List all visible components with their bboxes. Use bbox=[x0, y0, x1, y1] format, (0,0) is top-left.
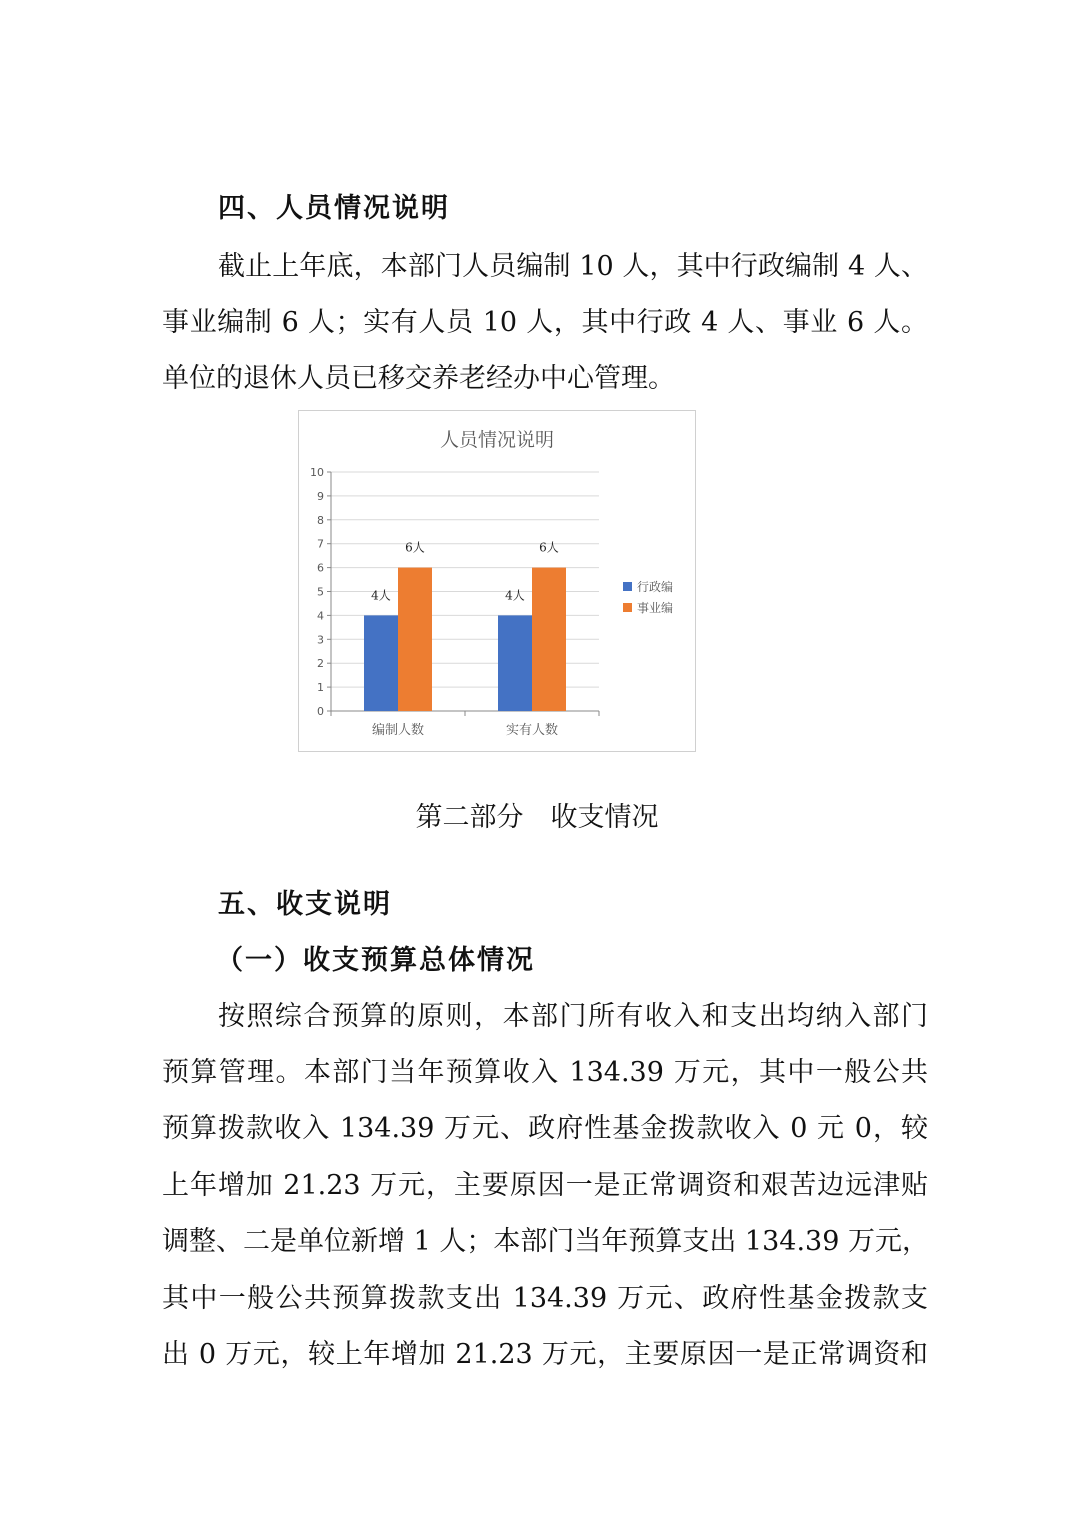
legend-item-admin bbox=[623, 576, 673, 597]
x-category-label: 实有人数 bbox=[505, 723, 559, 738]
section-5-paragraph-line: 调整、二是单位新增 1 人；本部门当年预算支出 134.39 万元， bbox=[162, 1226, 929, 1257]
section-4-paragraph-line: 事业编制 6 人；实有人员 10 人，其中行政 4 人、事业 6 人。 bbox=[162, 307, 928, 338]
y-tick-label: 3 bbox=[317, 633, 324, 647]
y-tick-label: 8 bbox=[317, 513, 324, 527]
section-4-heading: 四、人员情况说明 bbox=[218, 193, 450, 224]
legend-label: 行政编 bbox=[637, 580, 674, 594]
y-tick-label: 1 bbox=[317, 681, 324, 695]
data-label: 4人 bbox=[371, 588, 391, 603]
y-tick-label: 4 bbox=[317, 609, 324, 623]
bar bbox=[532, 568, 566, 711]
data-label: 4人 bbox=[505, 588, 525, 603]
y-tick-label: 10 bbox=[310, 466, 324, 479]
section-4-paragraph-line: 单位的退休人员已移交养老经办中心管理。 bbox=[162, 363, 675, 394]
y-tick-label: 5 bbox=[317, 585, 324, 599]
chart-legend bbox=[623, 576, 673, 618]
section-5-paragraph-line: 预算拨款收入 134.39 万元、政府性基金拨款收入 0 元 0，较 bbox=[162, 1113, 928, 1144]
bar bbox=[498, 615, 532, 711]
y-tick-label: 2 bbox=[317, 657, 324, 671]
section-5-paragraph-line: 按照综合预算的原则，本部门所有收入和支出均纳入部门 bbox=[218, 1001, 928, 1032]
y-tick-label: 0 bbox=[317, 705, 324, 718]
legend-item-institution bbox=[623, 597, 673, 618]
y-tick-label: 9 bbox=[317, 489, 324, 503]
legend-swatch bbox=[623, 582, 632, 591]
chart-title: 人员情况说明 bbox=[439, 429, 554, 451]
section-5-paragraph-line: 上年增加 21.23 万元，主要原因一是正常调资和艰苦边远津贴 bbox=[162, 1170, 928, 1201]
bar bbox=[364, 615, 398, 711]
staffing-bar-chart bbox=[298, 410, 696, 752]
legend-label: 事业编 bbox=[637, 601, 674, 615]
data-label: 6人 bbox=[405, 540, 425, 555]
section-5-subheading: （一）收支预算总体情况 bbox=[216, 945, 535, 976]
section-5-paragraph-line: 其中一般公共预算拨款支出 134.39 万元、政府性基金拨款支 bbox=[162, 1283, 928, 1314]
bar bbox=[398, 568, 432, 711]
data-label: 6人 bbox=[539, 540, 559, 555]
section-5-paragraph-line: 出 0 万元，较上年增加 21.23 万元，主要原因一是正常调资和 bbox=[162, 1339, 928, 1370]
section-4-paragraph-line: 截止上年底，本部门人员编制 10 人，其中行政编制 4 人、 bbox=[218, 251, 928, 282]
y-tick-label: 6 bbox=[317, 561, 324, 575]
part-two-title: 第二部分 收支情况 bbox=[415, 802, 659, 833]
y-tick-label: 7 bbox=[317, 537, 324, 551]
section-5-paragraph-line: 预算管理。本部门当年预算收入 134.39 万元，其中一般公共 bbox=[162, 1057, 928, 1088]
x-category-label: 编制人数 bbox=[371, 723, 425, 738]
section-5-heading: 五、收支说明 bbox=[218, 889, 392, 920]
legend-swatch bbox=[623, 603, 632, 612]
